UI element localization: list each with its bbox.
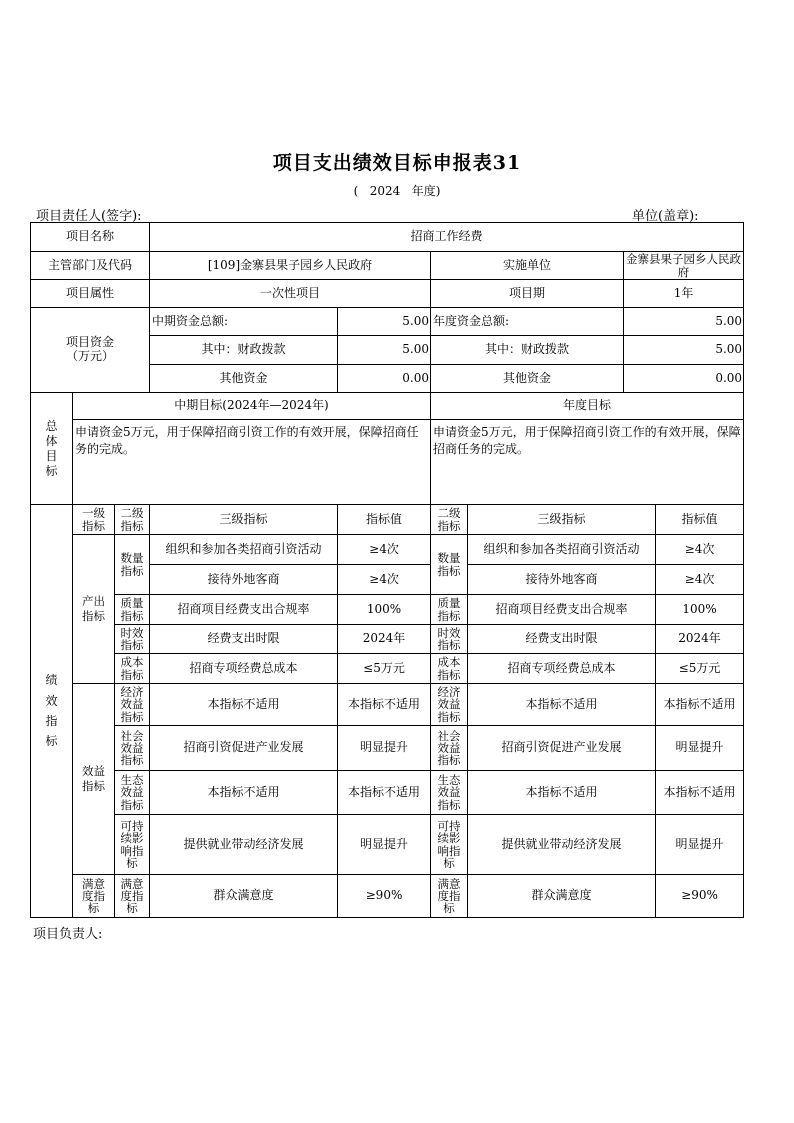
l2-quantity-year: 数量 指标 bbox=[431, 535, 468, 595]
project-name-label: 项目名称 bbox=[31, 223, 150, 252]
col-value-header: 指标值 bbox=[338, 505, 431, 535]
l3-cell: 招商专项经费总成本 bbox=[150, 654, 338, 684]
l2-economic: 经济 效益 指标 bbox=[115, 684, 150, 726]
mid-fiscal-value: 5.00 bbox=[338, 336, 431, 365]
project-leader-label: 项目负责人: bbox=[33, 927, 103, 942]
l3-cell: 提供就业带动经济发展 bbox=[150, 815, 338, 875]
value-cell-year: 明显提升 bbox=[656, 815, 744, 875]
value-cell: ≥4次 bbox=[338, 535, 431, 565]
value-cell: ≤5万元 bbox=[338, 654, 431, 684]
col-level2-header: 二级 指标 bbox=[115, 505, 150, 535]
group-benefit: 效益 指标 bbox=[73, 684, 115, 875]
l3-cell: 经费支出时限 bbox=[150, 625, 338, 654]
group-satisfaction: 满意 度指 标 bbox=[73, 875, 115, 918]
l2-timeliness: 时效 指标 bbox=[115, 625, 150, 654]
l3-cell-year: 本指标不适用 bbox=[468, 771, 656, 815]
value-cell-year: 100% bbox=[656, 595, 744, 625]
l2-timeliness-year: 时效 指标 bbox=[431, 625, 468, 654]
year-suffix: 年度) bbox=[411, 184, 441, 198]
year-fiscal-label: 其中：财政拨款 bbox=[431, 336, 624, 365]
value-cell: 本指标不适用 bbox=[338, 771, 431, 815]
value-cell-year: 明显提升 bbox=[656, 726, 744, 771]
responsible-person-label: 项目责任人(签字): bbox=[36, 209, 142, 224]
group-output: 产出 指标 bbox=[73, 535, 115, 684]
project-period-value: 1年 bbox=[624, 280, 744, 308]
year-total-value: 5.00 bbox=[624, 308, 744, 336]
value-cell: ≥90% bbox=[338, 875, 431, 918]
funds-label: 项目资金 （万元） bbox=[31, 308, 150, 393]
value-cell: 明显提升 bbox=[338, 726, 431, 771]
value-cell: ≥4次 bbox=[338, 565, 431, 595]
value-cell-year: 2024年 bbox=[656, 625, 744, 654]
value-cell: 明显提升 bbox=[338, 815, 431, 875]
value-cell: 本指标不适用 bbox=[338, 684, 431, 726]
l3-cell-year: 提供就业带动经济发展 bbox=[468, 815, 656, 875]
value-cell-year: ≥90% bbox=[656, 875, 744, 918]
overall-goal-label bbox=[31, 393, 73, 505]
l2-quantity: 数量 指标 bbox=[115, 535, 150, 595]
value-cell-year: ≥4次 bbox=[656, 535, 744, 565]
l3-cell-year: 本指标不适用 bbox=[468, 684, 656, 726]
unit-seal-label: 单位(盖章): bbox=[632, 209, 699, 224]
l2-quality: 质量 指标 bbox=[115, 595, 150, 625]
year-prefix: ( bbox=[353, 184, 359, 198]
year-value: 2024 bbox=[369, 184, 401, 198]
l3-cell-year: 招商专项经费总成本 bbox=[468, 654, 656, 684]
l3-cell-year: 组织和参加各类招商引资活动 bbox=[468, 535, 656, 565]
value-cell-year: ≥4次 bbox=[656, 565, 744, 595]
value-cell-year: ≤5万元 bbox=[656, 654, 744, 684]
value-cell-year: 本指标不适用 bbox=[656, 684, 744, 726]
col-level3-header: 三级指标 bbox=[150, 505, 338, 535]
year-line bbox=[0, 182, 794, 199]
l2-social: 社会 效益 指标 bbox=[115, 726, 150, 771]
l3-cell: 本指标不适用 bbox=[150, 684, 338, 726]
mid-total-value: 5.00 bbox=[338, 308, 431, 336]
page-title: 项目支出绩效目标申报表31 bbox=[272, 152, 522, 174]
dept-label: 主管部门及代码 bbox=[31, 252, 150, 280]
l2-economic-year: 经济 效益 指标 bbox=[431, 684, 468, 726]
l3-cell-year: 接待外地客商 bbox=[468, 565, 656, 595]
project-name-value: 招商工作经费 bbox=[150, 223, 744, 252]
l3-cell: 接待外地客商 bbox=[150, 565, 338, 595]
l3-cell-year: 招商项目经费支出合规率 bbox=[468, 595, 656, 625]
mid-other-label: 其他资金 bbox=[150, 365, 338, 393]
l3-cell: 组织和参加各类招商引资活动 bbox=[150, 535, 338, 565]
year-other-label: 其他资金 bbox=[431, 365, 624, 393]
l2-satisfaction-year: 满意 度指 标 bbox=[431, 875, 468, 918]
mid-total-label: 中期资金总额: bbox=[150, 308, 338, 336]
mid-fiscal-label: 其中：财政拨款 bbox=[150, 336, 338, 365]
overall-goal-label-text: 总体目标 bbox=[45, 418, 58, 478]
l3-cell: 招商项目经费支出合规率 bbox=[150, 595, 338, 625]
l3-cell: 群众满意度 bbox=[150, 875, 338, 918]
l2-cost-year: 成本 指标 bbox=[431, 654, 468, 684]
col-level3-header-year: 三级指标 bbox=[468, 505, 656, 535]
mid-other-value: 0.00 bbox=[338, 365, 431, 393]
l2-social-year: 社会 效益 指标 bbox=[431, 726, 468, 771]
performance-indicator-label-text: 绩效指标 bbox=[45, 673, 58, 749]
col-level1-header: 一级 指标 bbox=[73, 505, 115, 535]
l2-quality-year: 质量 指标 bbox=[431, 595, 468, 625]
l3-cell: 招商引资促进产业发展 bbox=[150, 726, 338, 771]
performance-target-table bbox=[30, 222, 744, 918]
project-period-label: 项目期 bbox=[431, 280, 624, 308]
dept-value: [109]金寨县果子园乡人民政府 bbox=[150, 252, 431, 280]
l3-cell-year: 经费支出时限 bbox=[468, 625, 656, 654]
l3-cell: 本指标不适用 bbox=[150, 771, 338, 815]
value-cell: 2024年 bbox=[338, 625, 431, 654]
year-fiscal-value: 5.00 bbox=[624, 336, 744, 365]
project-attr-value: 一次性项目 bbox=[150, 280, 431, 308]
l2-sustainable-year: 可持 续影 响指 标 bbox=[431, 815, 468, 875]
col-level2-header-year: 二级 指标 bbox=[431, 505, 468, 535]
l2-cost: 成本 指标 bbox=[115, 654, 150, 684]
value-cell-year: 本指标不适用 bbox=[656, 771, 744, 815]
year-total-label: 年度资金总额: bbox=[431, 308, 624, 336]
l2-satisfaction: 满意 度指 标 bbox=[115, 875, 150, 918]
l2-ecological-year: 生态 效益 指标 bbox=[431, 771, 468, 815]
year-goal-header: 年度目标 bbox=[431, 393, 744, 420]
impl-unit-label: 实施单位 bbox=[431, 252, 624, 280]
l2-ecological: 生态 效益 指标 bbox=[115, 771, 150, 815]
l3-cell-year: 招商引资促进产业发展 bbox=[468, 726, 656, 771]
year-other-value: 0.00 bbox=[624, 365, 744, 393]
mid-goal-header: 中期目标(2024年—2024年) bbox=[73, 393, 431, 420]
l3-cell-year: 群众满意度 bbox=[468, 875, 656, 918]
year-goal-text: 申请资金5万元，用于保障招商引资工作的有效开展，保障招商任务的完成。 bbox=[431, 420, 744, 505]
value-cell: 100% bbox=[338, 595, 431, 625]
col-value-header-year: 指标值 bbox=[656, 505, 744, 535]
project-attr-label: 项目属性 bbox=[31, 280, 150, 308]
performance-indicator-label bbox=[31, 505, 73, 918]
mid-goal-text: 申请资金5万元，用于保障招商引资工作的有效开展，保障招商任务的完成。 bbox=[73, 420, 431, 505]
impl-unit-value: 金寨县果子园乡人民政府 bbox=[624, 252, 744, 280]
l2-sustainable: 可持 续影 响指 标 bbox=[115, 815, 150, 875]
